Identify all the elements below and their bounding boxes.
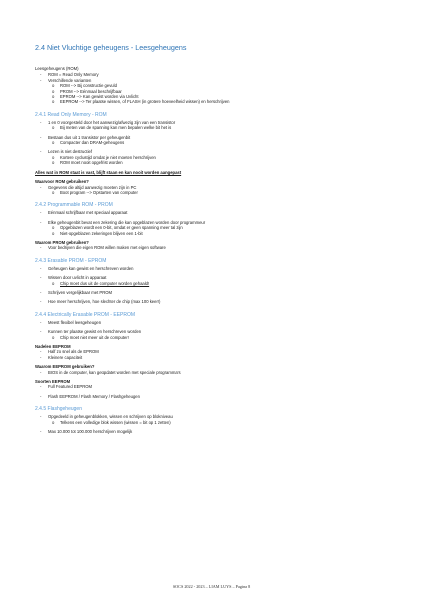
list-item: o Chip moet niet meer uit de computer! — [52, 334, 129, 340]
list-item: - Geheugen kan gewist en herschreven worden — [40, 265, 134, 271]
eeprom-usage-heading: Waarom EEPROM gebruiken? — [35, 364, 95, 370]
page-footer: SOCS 2022 - 2023 – LIAM LUYS – Pagina 8 — [172, 584, 251, 589]
list-item: o Bij meten van de spanning kan men bepalen welke bit het is — [52, 125, 172, 131]
prom-usage-heading: Waarom PROM gebruiken? — [35, 239, 89, 245]
list-item: - Full Featured EEPROM — [40, 384, 92, 390]
page-content — [35, 43, 395, 434]
eeprom-drawbacks-heading: Nadelen EEPROM — [35, 344, 71, 349]
list-item: - 1 en 0 voorgesteld door het aanwezig/afwezig zijn van een transistor — [40, 119, 176, 125]
list-item: - Eénmaal schrijfbaar met speciaal apparaat — [40, 210, 128, 216]
list-item: - Voor bedrijven die eigen ROM willen maken met eigen software — [40, 245, 166, 251]
list-item: o Opgeblazen wordt een 0-bit, omdat er geen spanning meer tal zijn — [52, 225, 183, 231]
subsection-heading-prom: 2.4.2 Programmable ROM - PROM — [35, 202, 113, 209]
rom-intro-heading: Leesgeheugens (ROM) — [35, 66, 79, 71]
list-item: - Meest flexibel leesgeheugen — [40, 319, 102, 325]
list-item: o Compacter dan DRAM-geheugens — [52, 140, 125, 146]
list-item: - Opgedeeld in geheugenblokken, wissen en schrijven op blokniveau — [40, 414, 173, 420]
list-item: o ROM --> Bij constructie gevuld — [52, 83, 117, 89]
list-item: - Half zo snel als de EPROM — [40, 349, 99, 355]
list-item: - Elke geheugenbit bevat een zekering die kan opgeblazen worden door programmeur — [40, 219, 206, 225]
list-item: - BIOS in de computer, kan geüpdatet worden met speciale programma's — [40, 369, 181, 375]
list-item: - Hoe meer herschrijven, hoe slechter de chip (max 100 keer!) — [40, 299, 161, 305]
eeprom-types-heading: Soorten EEPROM — [35, 379, 71, 385]
list-item: - Lezen is niet destructief — [40, 149, 92, 155]
list-item: o Niet-opgeblazen zekeringen blijven een 1-bit — [52, 230, 143, 236]
list-item: o EPROM --> Kan gewist worden via Uvlicht — [52, 94, 139, 100]
list-item: - Gegevens die altijd aanwezig moeten zijn in PC — [40, 184, 137, 190]
list-item: - Wissen door uvlicht in apparaat — [40, 275, 107, 281]
list-item: - Kleinere capaciteit — [40, 354, 83, 360]
list-item: - Max 10.000 tot 100.000 herschrijven mogelijk — [40, 429, 133, 435]
subsection-heading-eprom: 2.4.3 Erasable PROM - EPROM — [35, 257, 107, 264]
list-item: - Schrijven vergelijkbaar met PROM — [40, 289, 112, 295]
list-item: o EEPROM --> Ter plaatse wissen, of FLASH (in grotere hoeveelheid wissen) en herschrijven — [52, 99, 230, 105]
list-item: - Verschillende varianten — [40, 77, 92, 83]
list-item: o PROM --> Eénmaal beschrijfbaar — [52, 88, 122, 94]
rom-usage-heading: Waarvoor ROM gebruiken? — [35, 179, 89, 185]
list-item: - ROM = Read Only Memory — [40, 72, 99, 78]
list-item: o Chip moet dus uit de computer worden gehaald! — [52, 280, 150, 286]
list-item: o Telkens een volledige blok wissen (wissen = bit op 1 zetten) — [52, 419, 171, 425]
list-item: - Bestaan dus uit 1 transistor per geheugenbit — [40, 134, 131, 140]
list-item: o Kortere cyclustijd omdat je niet moeten herschrijven — [52, 154, 156, 160]
list-item: o ROM moet nooit opgefrist worden — [52, 160, 123, 166]
subsection-heading-eeprom: 2.4.4 Electrically Erasable PROM - EEPROM — [35, 311, 136, 318]
subsection-heading-flash: 2.4.5 Flashgeheugen — [35, 406, 82, 413]
list-item: - Flash EEPROM / Flash Memory / Flashgeheugen — [40, 393, 140, 399]
section-title: 2.4 Niet Vluchtige geheugens - Leesgeheugens — [35, 43, 187, 52]
list-item: - Kunnen ter plaatse gewist en herschreven worden — [40, 329, 142, 335]
list-item: o Boot program --> Opstarten van computer — [52, 189, 138, 195]
rom-note: Alles wat in ROM staat is vast, blijft staan en kan nooit worden aangepast — [35, 169, 182, 175]
subsection-heading-rom: 2.4.1 Read Only Memory - ROM — [35, 111, 107, 118]
